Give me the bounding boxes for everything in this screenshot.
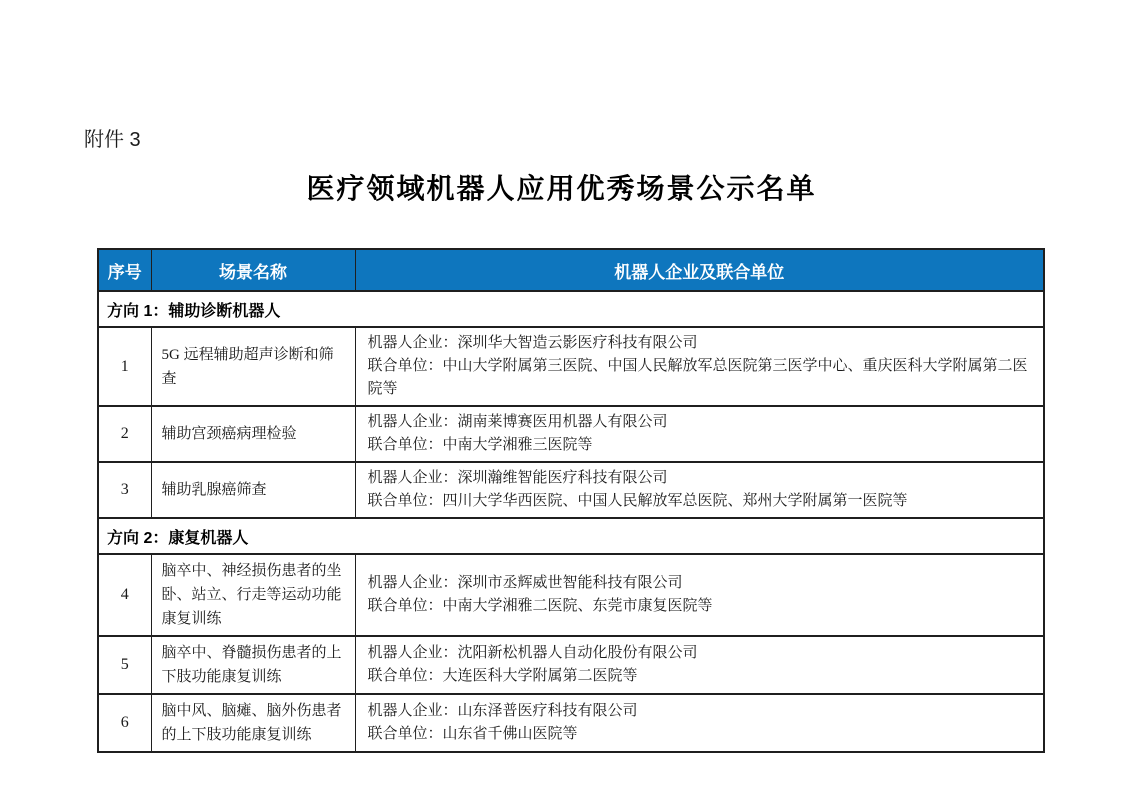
attachment-label: 附件 3 bbox=[84, 129, 141, 151]
partners-line: 联合单位：四川大学华西医院、中国人民解放军总医院、郑州大学附属第一医院等 bbox=[367, 493, 908, 509]
section-label: 方向 2：康复机器人 bbox=[98, 518, 1044, 554]
row-number-cell: 5 bbox=[98, 636, 151, 694]
table-row bbox=[98, 327, 1044, 406]
organizations-cell bbox=[355, 327, 1044, 406]
scenario-table bbox=[97, 248, 1045, 753]
section-row-direction-1 bbox=[98, 291, 1044, 327]
row-number-cell: 1 bbox=[98, 327, 151, 406]
table-header-row bbox=[98, 249, 1044, 291]
scene-name-cell: 脑卒中、脊髓损伤患者的上下肢功能康复训练 bbox=[151, 636, 355, 694]
row-number-cell: 6 bbox=[98, 694, 151, 752]
company-line: 机器人企业：湖南莱博赛医用机器人有限公司 bbox=[367, 414, 668, 430]
table-row bbox=[98, 636, 1044, 694]
scene-name-cell: 5G 远程辅助超声诊断和筛查 bbox=[151, 327, 355, 406]
partners-line: 联合单位：中南大学湘雅二医院、东莞市康复医院等 bbox=[367, 598, 713, 614]
organizations-cell bbox=[355, 462, 1044, 518]
company-line: 机器人企业：沈阳新松机器人自动化股份有限公司 bbox=[367, 645, 698, 661]
column-header-organizations: 机器人企业及联合单位 bbox=[355, 249, 1044, 291]
table-row bbox=[98, 406, 1044, 462]
row-number-cell: 2 bbox=[98, 406, 151, 462]
partners-line: 联合单位：大连医科大学附属第二医院等 bbox=[367, 668, 638, 684]
organizations-cell bbox=[355, 636, 1044, 694]
column-header-number: 序号 bbox=[98, 249, 151, 291]
table-row bbox=[98, 694, 1044, 752]
scene-name-cell: 脑中风、脑瘫、脑外伤患者的上下肢功能康复训练 bbox=[151, 694, 355, 752]
company-line: 机器人企业：深圳市丞辉威世智能科技有限公司 bbox=[367, 575, 683, 591]
scene-name-cell: 脑卒中、神经损伤患者的坐卧、站立、行走等运动功能康复训练 bbox=[151, 554, 355, 636]
partners-line: 联合单位：中山大学附属第三医院、中国人民解放军总医院第三医学中心、重庆医科大学附属第二医院等 bbox=[367, 358, 1028, 397]
scene-name-cell: 辅助宫颈癌病理检验 bbox=[151, 406, 355, 462]
section-row-direction-2 bbox=[98, 518, 1044, 554]
organizations-cell bbox=[355, 694, 1044, 752]
page-title: 医疗领域机器人应用优秀场景公示名单 bbox=[306, 174, 817, 205]
scene-name-cell: 辅助乳腺癌筛查 bbox=[151, 462, 355, 518]
company-line: 机器人企业：深圳华大智造云影医疗科技有限公司 bbox=[367, 335, 698, 351]
row-number-cell: 3 bbox=[98, 462, 151, 518]
column-header-scene: 场景名称 bbox=[151, 249, 355, 291]
section-label: 方向 1：辅助诊断机器人 bbox=[98, 291, 1044, 327]
row-number-cell: 4 bbox=[98, 554, 151, 636]
partners-line: 联合单位：山东省千佛山医院等 bbox=[367, 726, 578, 742]
company-line: 机器人企业：山东泽普医疗科技有限公司 bbox=[367, 703, 638, 719]
organizations-cell bbox=[355, 554, 1044, 636]
partners-line: 联合单位：中南大学湘雅三医院等 bbox=[367, 437, 593, 453]
company-line: 机器人企业：深圳瀚维智能医疗科技有限公司 bbox=[367, 470, 668, 486]
organizations-cell bbox=[355, 406, 1044, 462]
table-row bbox=[98, 554, 1044, 636]
table-row bbox=[98, 462, 1044, 518]
